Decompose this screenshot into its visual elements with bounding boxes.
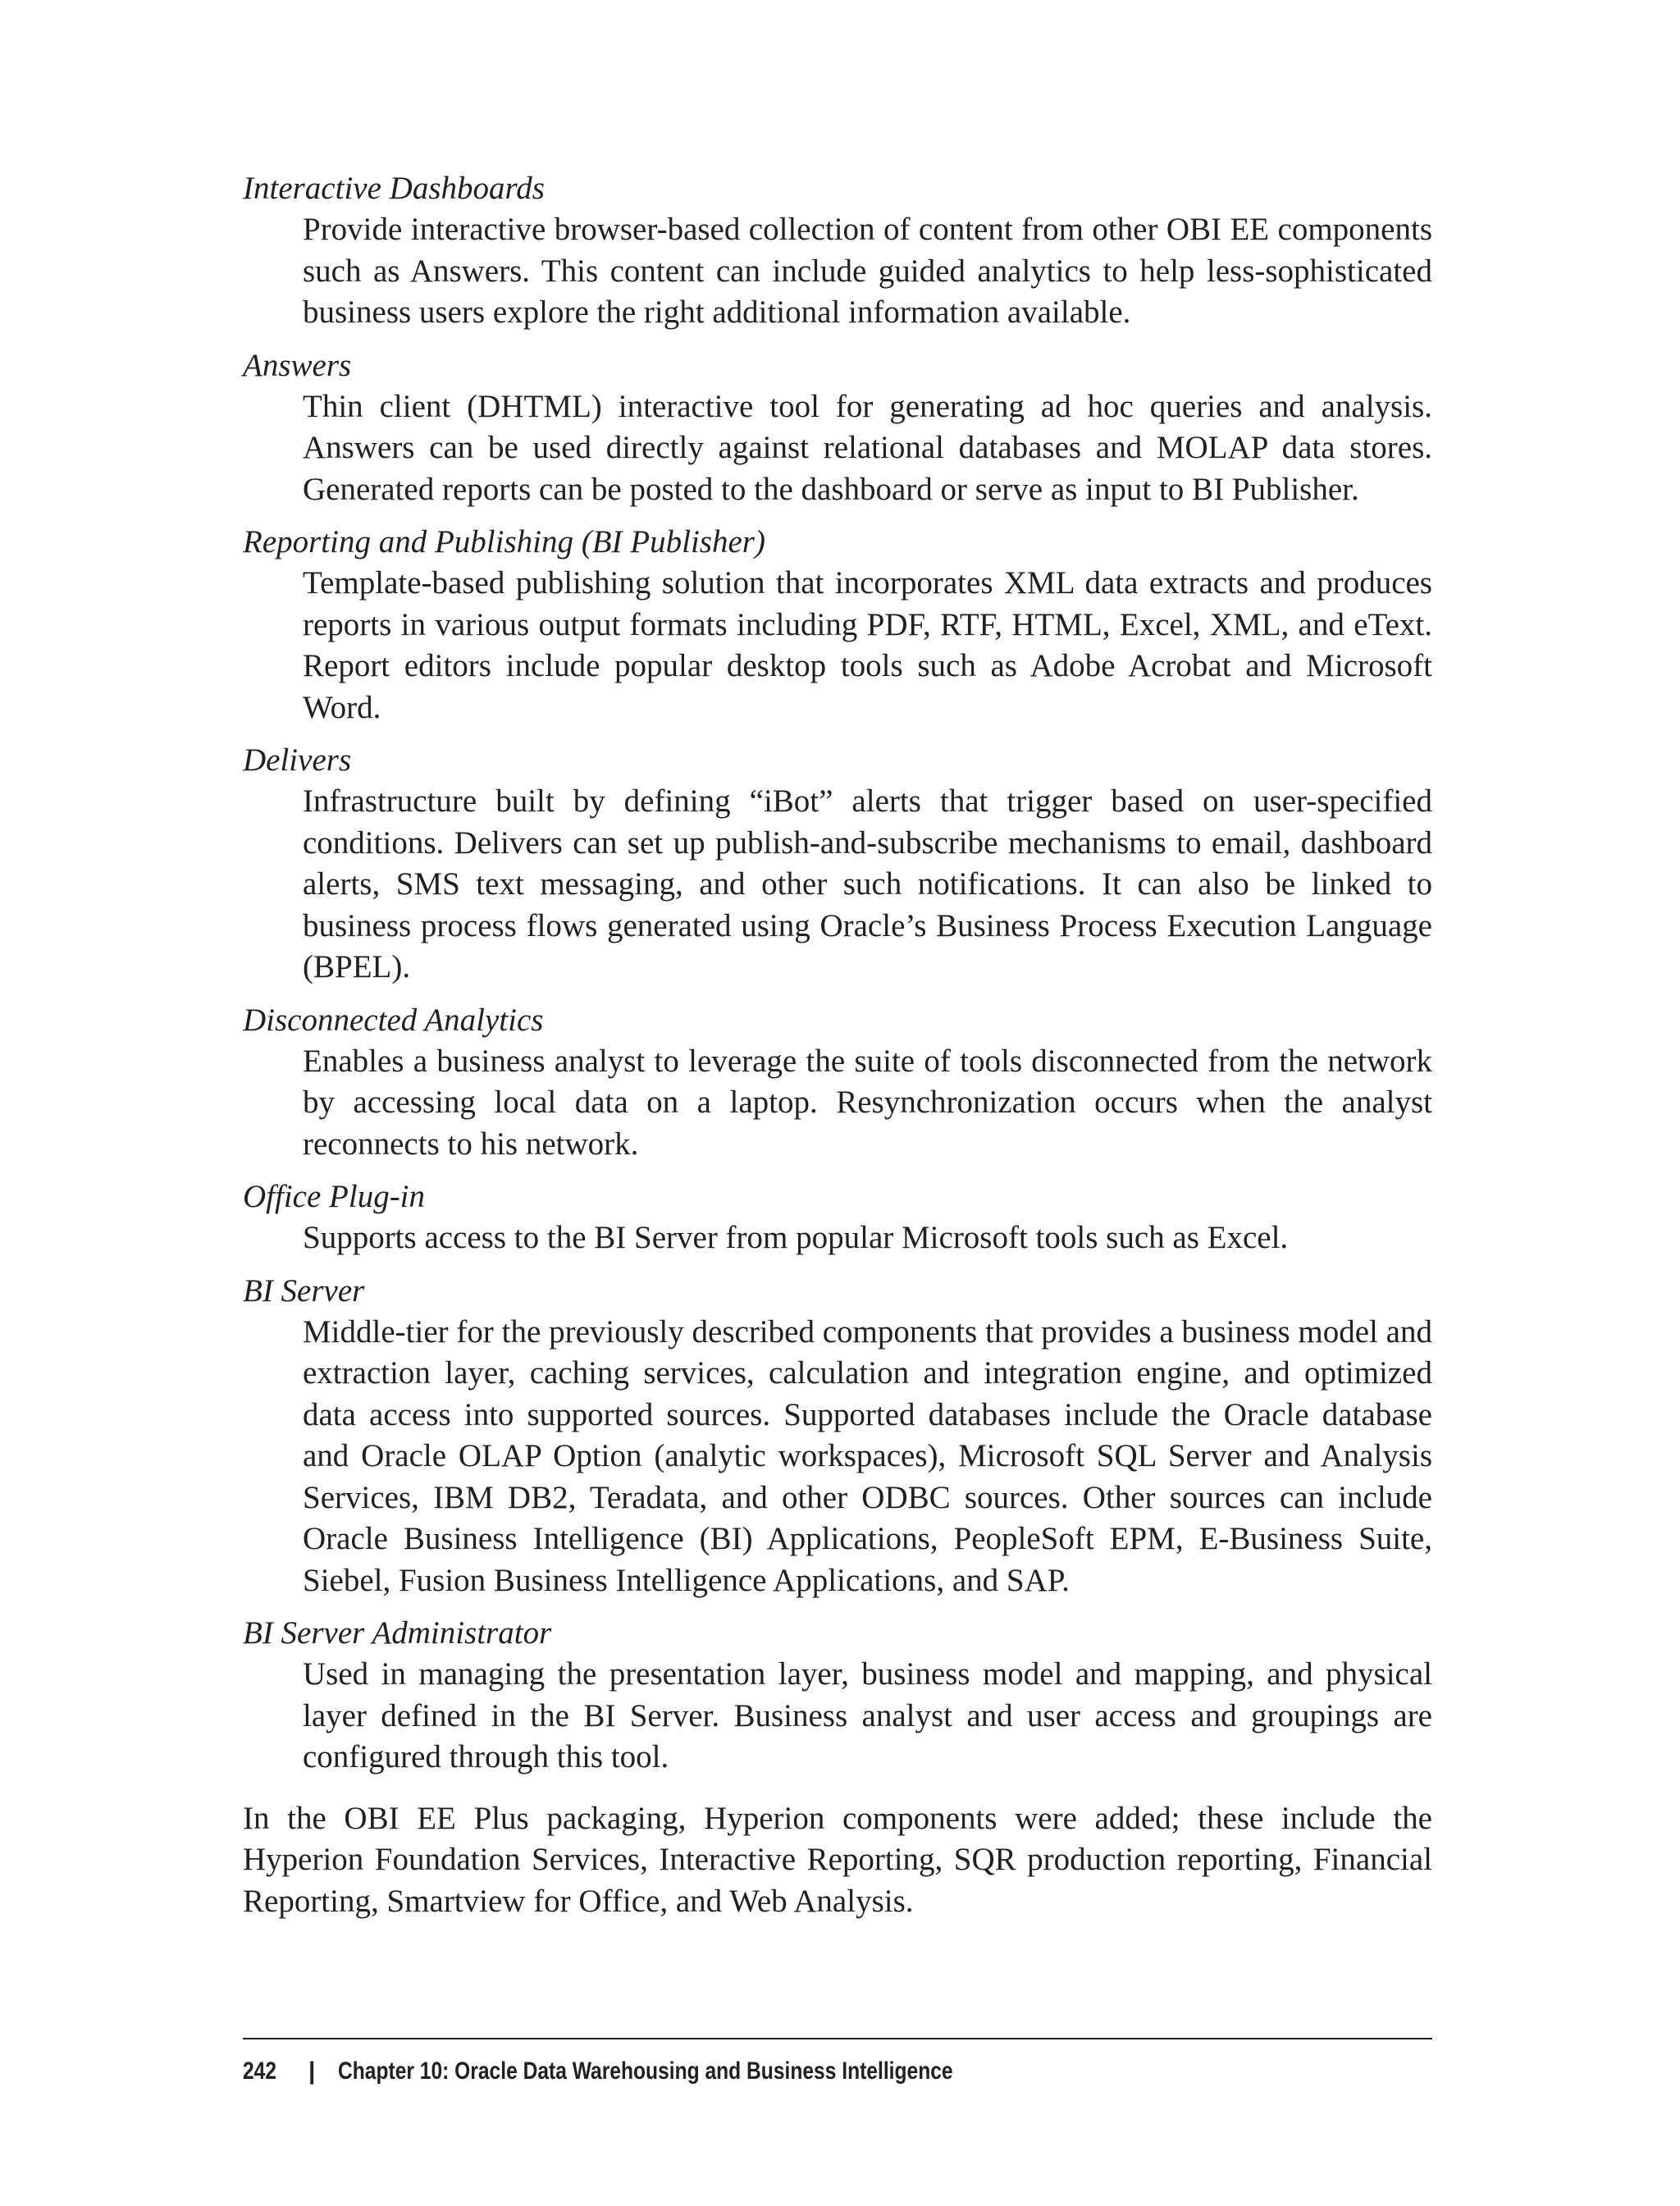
page-footer: [243, 2038, 1432, 2085]
definition: Middle-tier for the previously described components that provides a business model and extraction layer, caching services, calculation and integration engine, and optimized data access into supported sources. Supported databases include the Oracle database and Oracle OLAP Option (analytic workspaces), Microsoft SQL Server and Analysis Services, IBM DB2, Teradata, and other ODBC sources. Other sources can include Oracle Business Intelligence (BI) Applications, PeopleSoft EPM, E-Business Suite, Siebel, Fusion Business Intelligence Applications, and SAP.: [303, 1313, 1432, 1598]
entry-office-plug-in: [243, 1176, 1432, 1259]
entry-interactive-dashboards: [243, 168, 1432, 334]
entry-bi-publisher: [243, 522, 1432, 728]
page-content: [243, 168, 1432, 1954]
entry-answers: [243, 345, 1432, 511]
entry-bi-server: [243, 1271, 1432, 1602]
term: Disconnected Analytics: [243, 1002, 544, 1038]
term: Interactive Dashboards: [243, 171, 545, 206]
page-number: 242: [243, 2058, 277, 2085]
definition: Enables a business analyst to leverage the suite of tools disconnected from the network by accessing local data on a laptop. Resynchronization occurs when the analyst reconnects to his network.: [303, 1043, 1432, 1162]
definition: Supports access to the BI Server from popular Microsoft tools such as Excel.: [303, 1220, 1289, 1255]
entry-delivers: [243, 740, 1432, 989]
term: Answers: [243, 347, 352, 383]
term: Delivers: [243, 742, 352, 778]
term: Reporting and Publishing (BI Publisher): [243, 524, 765, 559]
definition: Used in managing the presentation layer, business model and mapping, and physical layer defined in the BI Server. Business analyst and user access and groupings are configured through this tool.: [303, 1656, 1432, 1774]
term: Office Plug-in: [243, 1179, 426, 1214]
entry-bi-server-administrator: [243, 1613, 1432, 1779]
definition: Template-based publishing solution that incorporates XML data extracts and produces reports in various output formats including PDF, RTF, HTML, Excel, XML, and eText. Report editors include popular desktop tools such as Adobe Acrobat and Microsoft Word.: [303, 565, 1432, 725]
term: BI Server: [243, 1272, 365, 1309]
footer-separator: |: [308, 2058, 316, 2085]
entry-disconnected-analytics: [243, 1000, 1432, 1166]
chapter-title: Chapter 10: Oracle Data Warehousing and Business Intelligence: [338, 2058, 954, 2085]
definition: Thin client (DHTML) interactive tool for generating ad hoc queries and analysis. Answers can be used directly against relational databases and MOLAP data stores. Generated reports can be posted to the dashboard or serve as input to BI Publisher.: [303, 388, 1432, 507]
closing-paragraph: In the OBI EE Plus packaging, Hyperion components were added; these include the Hyperion Foundation Services, Interactive Reporting, SQR production reporting, Financial Reporting, Smartview for Office, and Web Analysis.: [243, 1800, 1432, 1919]
definition: Infrastructure built by defining “iBot” alerts that trigger based on user-specified conditions. Delivers can set up publish-and-subscribe mechanisms to email, dashboard alerts, SMS text messaging, and other such notifications. It can also be linked to business process flows generated using Oracle’s Business Process Execution Language (BPEL).: [303, 783, 1432, 984]
definition: Provide interactive browser-based collection of content from other OBI EE components such as Answers. This content can include guided analytics to help less-sophisticated business users explore the right additional information available.: [303, 212, 1432, 330]
term: BI Server Administrator: [243, 1615, 552, 1651]
